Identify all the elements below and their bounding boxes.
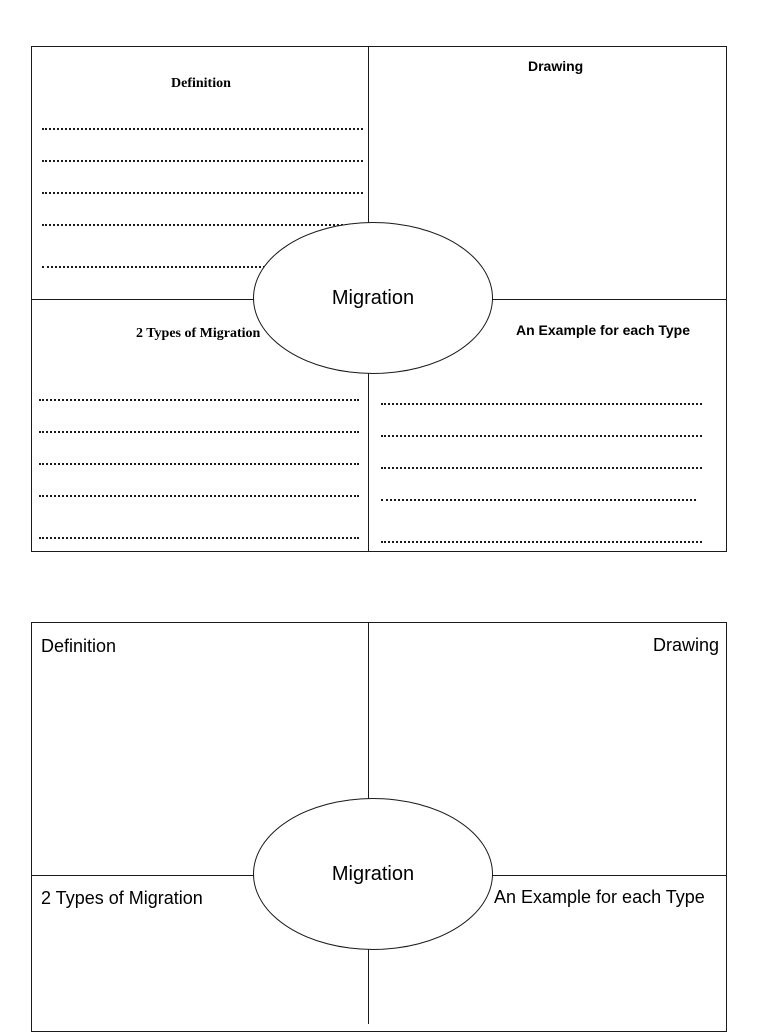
types-writing-line bbox=[39, 399, 359, 401]
definition-writing-line bbox=[42, 160, 363, 162]
example-writing-line bbox=[381, 467, 702, 469]
bottom-center-label: Migration bbox=[331, 862, 415, 885]
types-writing-line bbox=[39, 495, 359, 497]
top-drawing-heading: Drawing bbox=[528, 58, 584, 74]
bottom-example-heading: An Example for each Type bbox=[494, 887, 705, 907]
bottom-types-heading: 2 Types of Migration bbox=[41, 888, 203, 908]
top-types-heading: 2 Types of Migration bbox=[136, 326, 261, 341]
example-writing-line bbox=[381, 403, 702, 405]
types-writing-line bbox=[39, 463, 359, 465]
top-definition-heading: Definition bbox=[171, 76, 231, 91]
example-writing-line bbox=[381, 499, 696, 501]
bottom-drawing-heading: Drawing bbox=[652, 635, 719, 655]
top-center-label: Migration bbox=[331, 286, 415, 309]
definition-writing-line bbox=[42, 128, 363, 130]
top-example-heading: An Example for each Type bbox=[516, 322, 691, 338]
example-writing-line bbox=[381, 435, 702, 437]
definition-writing-line bbox=[42, 224, 363, 226]
top-center-oval bbox=[253, 222, 493, 374]
types-writing-line bbox=[39, 537, 359, 539]
bottom-definition-heading: Definition bbox=[41, 636, 117, 656]
example-writing-line bbox=[381, 541, 702, 543]
definition-writing-line bbox=[42, 266, 269, 268]
definition-writing-line bbox=[42, 192, 363, 194]
bottom-center-oval bbox=[253, 798, 493, 950]
types-writing-line bbox=[39, 431, 359, 433]
